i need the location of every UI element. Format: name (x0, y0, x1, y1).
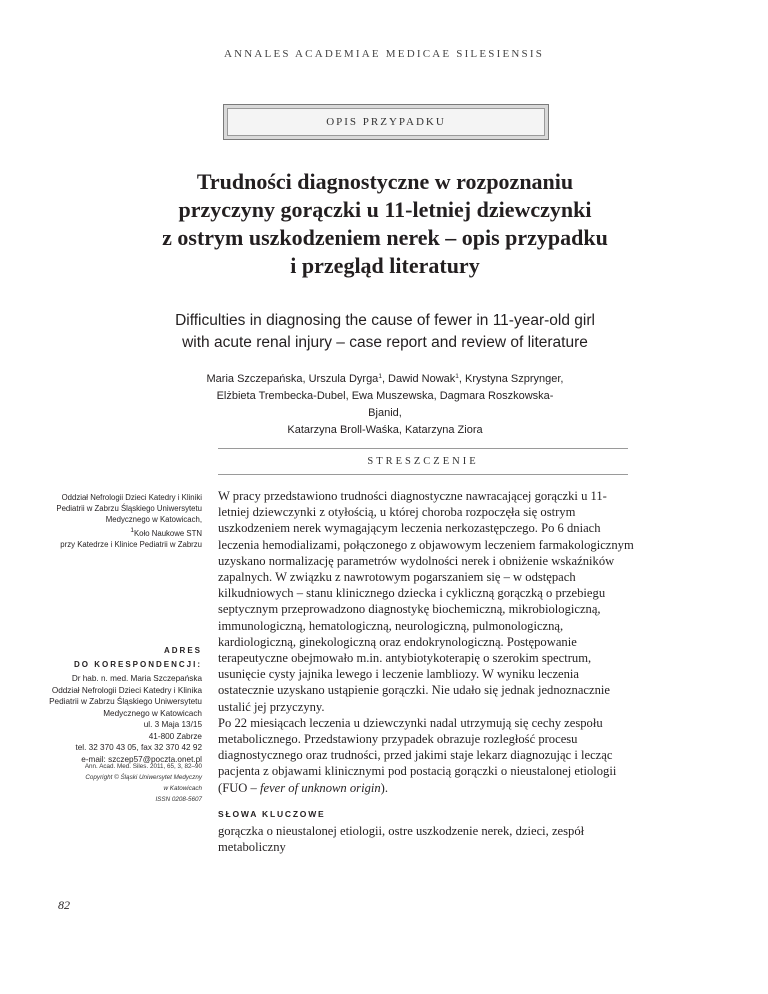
correspondence-line: Medycznego w Katowicach (103, 708, 202, 718)
affiliation-marker: 1 (378, 373, 382, 380)
journal-name: ANNALES ACADEMIAE MEDICAE SILESIENSIS (223, 48, 545, 60)
subtitle-line: with acute renal injury – case report and review of literature (182, 334, 588, 351)
abstract-paragraph (218, 715, 638, 796)
page-number: 82 (58, 898, 70, 912)
email-link[interactable]: e-mail: szczep57@poczta.onet.pl (81, 754, 202, 764)
abstract-heading: STRESZCZENIE (367, 456, 479, 467)
affiliation-line (20, 525, 202, 539)
title-line: z ostrym uszkodzeniem nerek – opis przypadku (162, 225, 608, 250)
keywords-heading: SŁOWA KLUCZOWE (218, 809, 326, 819)
correspondence-heading-line: ADRES (163, 646, 202, 655)
section-label: OPIS PRZYPADKU (227, 108, 545, 136)
author-line: Katarzyna Broll-Waśka, Katarzyna Ziora (287, 424, 483, 436)
title-line: Trudności diagnostyczne w rozpoznaniu (196, 169, 574, 194)
keywords-text: gorączka o nieustalonej etiologii, ostre uszkodzenie nerek, dzieci, zespół metaboliczny (218, 824, 585, 854)
affiliation-line: Pediatrii w Zabrzu Śląskiego Uniwersytetu (56, 504, 202, 513)
affiliation-marker: 1 (455, 373, 459, 380)
title-line: i przegląd literatury (290, 253, 480, 278)
english-title (170, 310, 600, 354)
affiliation-line: Medycznego w Katowicach, (105, 515, 202, 524)
correspondence-address (20, 673, 202, 765)
affiliation-line: Oddział Nefrologii Dzieci Katedry i Kliniki (61, 493, 202, 502)
correspondence-line: Pediatrii w Zabrzu Śląskiego Uniwersytetu (49, 697, 202, 706)
author-list (200, 368, 570, 439)
copyright-line: w Katowicach (163, 785, 202, 792)
correspondence-heading (20, 644, 202, 672)
abstract-italic-term: fever of unknown origin (259, 780, 381, 795)
affiliation-text: Koło Naukowe STN (133, 529, 202, 538)
abstract-text: ). (380, 780, 389, 795)
author-text: , Dawid Nowak (381, 373, 456, 385)
citation-block (20, 761, 202, 805)
correspondence-line: Dr hab. n. med. Maria Szczepańska (71, 674, 202, 683)
section-label-box (223, 104, 549, 140)
author-line: Elżbieta Trembecka-Dubel, Ewa Muszewska, Dagmara Roszkowska-Bjanid, (216, 390, 554, 419)
issn-line: ISSN 0208-5607 (155, 796, 202, 803)
correspondence-heading-line: DO KORESPONDENCJI: (73, 660, 202, 669)
correspondence-line: Oddział Nefrologii Dzieci Katedry i Klinika (51, 685, 202, 695)
author-text: Maria Szczepańska, Urszula Dyrga (206, 373, 379, 385)
author-line (200, 368, 570, 388)
abstract-bottom-rule (218, 474, 628, 475)
subtitle-line: Difficulties in diagnosing the cause of fewer in 11-year-old girl (175, 312, 595, 329)
abstract-paragraph: W pracy przedstawiono trudności diagnostyczne nawracającej gorączki u 11-letniej dziewczynki z otyłością, u której choroba rozpoczęła się ostrym uszkodzeniem nerek wymagającym leczenia nerkozastępczego. Po 6 dniach leczenia hemodializami, połączonego z objawowym leczeniem farmakologicznym uzyskano normalizację parametrów wydolności nerek i obniżenie wskaźników zapalnych. W związku z nawrotowym pogarszaniem się – w odstępach kilkudniowych – stanu klinicznego dziecka i cykliczną gorączką o przebiegu septycznym przeprowadzono diagnostykę biochemiczną, mikrobiologiczną, immunologiczną, hematologiczną, neurologiczną, pulmonologiczną, kardiologiczną, ginekologiczną oraz endokrynologiczną. Postępowanie terapeutyczne obejmowało m.in. antybiotykoterapię o szerokim spectrum, usunięcie cysty jajnika lewego i leczenie lambliozy. W wyniku leczenia ostatecznie uzyskano ustąpienie gorączki. Nie udało się jednak jednoznacznie ustalić jej przyczyny. (218, 489, 634, 714)
article-title (160, 168, 610, 280)
affiliation (20, 492, 202, 550)
correspondence-line: tel. 32 370 43 05, fax 32 370 42 92 (75, 743, 202, 752)
abstract-body (218, 488, 638, 796)
affiliation-line: przy Katedrze i Klinice Pediatrii w Zabrzu (60, 540, 202, 549)
correspondence-line: ul. 3 Maja 13/15 (143, 720, 202, 729)
title-line: przyczyny gorączki u 11-letniej dziewczynki (178, 197, 592, 222)
affiliation-marker: 1 (130, 527, 134, 534)
correspondence-line: 41-800 Zabrze (148, 731, 202, 741)
author-text: , Krystyna Szprynger, (458, 373, 564, 385)
citation-line: Ann. Acad. Med. Siles. 2011, 65, 3, 82–90 (84, 763, 202, 770)
copyright-line: Copyright © Śląski Uniwersytet Medyczny (85, 774, 202, 781)
abstract-text: Po 22 miesiącach leczenia u dziewczynki nadal utrzymują się cechy zespołu metabolicznego. Przedstawiony przypadek obrazuje rozległość procesu diagnostycznego oraz trudności, przed jakimi staje lekarz diagnozując i lecząc pacjenta z objawami klinicznymi pod postacią gorączki o nieustalonej etiologii (FUO – (218, 715, 617, 795)
abstract-top-rule (218, 448, 628, 449)
